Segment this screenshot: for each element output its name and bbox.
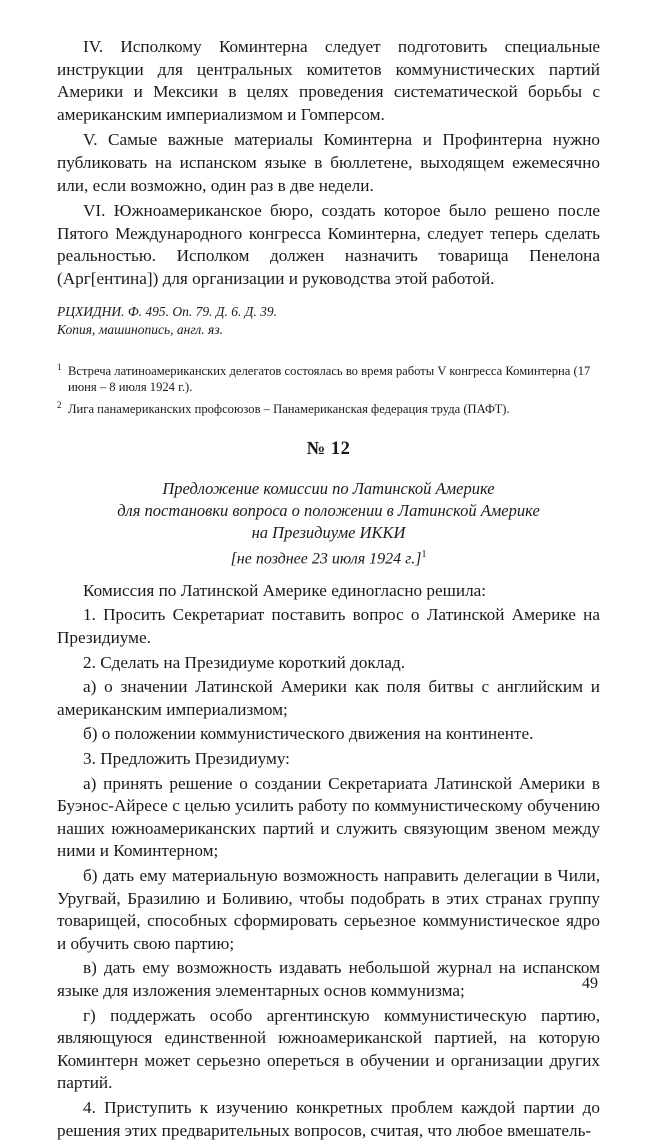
body-paragraph: 1. Просить Секретариат поставить вопрос о Латинской Америке на Президиуме. (57, 605, 600, 648)
document-title-line: на Президиуме ИККИ (251, 522, 406, 542)
footnotes (57, 363, 600, 417)
archive-reference: РЦХИДНИ. Ф. 495. Оп. 79. Д. 6. Д. 39. (57, 303, 277, 319)
body-section (57, 580, 600, 1142)
document-title-line: Предложение комиссии по Латинской Америке (162, 478, 495, 498)
paragraph-v: V. Самые важные материалы Коминтерна и Профинтерна нужно публиковать на испанском языке в бюллетене, выходящем ежемесячно или, если возможно, один раз в две недели. (57, 130, 600, 195)
page-number: 49 (582, 975, 598, 992)
copy-note: Копия, машинопись, англ. яз. (57, 321, 223, 337)
body-paragraph: а) о значении Латинской Америки как поля битвы с английским и американским империализмом; (57, 677, 600, 719)
footnote-2 (57, 401, 600, 417)
top-section (57, 36, 600, 291)
footnote-mark: 2 (57, 399, 62, 410)
document-number: № 12 (306, 438, 351, 459)
body-paragraph: г) поддержать особо аргентинскую коммунистическую партию, являющуюся единственной южноамериканской партией, на которую Коминтерн может серьезно опереться в обучении и организации других партий. (57, 1005, 600, 1093)
document-date-text: [не позднее 23 июля 1924 г.] (230, 549, 422, 567)
body-paragraph: а) принять решение о создании Секретариата Латинской Америки в Буэнос-Айресе с целью усилить работу по коммунистическому обучению наших южноамериканских партий и служить связующим звеном между ними и Коминтерном; (57, 773, 600, 861)
body-paragraph: 3. Предложить Президиуму: (83, 749, 290, 769)
footnote-text: Встреча латиноамериканских делегатов состоялась во время работы V конгресса Коминтерна (17 июня – 8 июля 1924 г.). (68, 363, 591, 394)
body-paragraph: 2. Сделать на Президиуме короткий доклад. (83, 652, 406, 672)
date-footnote-mark: 1 (421, 548, 427, 560)
document-page (57, 36, 600, 1144)
document-date (57, 544, 600, 569)
document-title-line: для постановки вопроса о положении в Латинской Америке (117, 500, 540, 520)
body-paragraph: 4. Приступить к изучению конкретных проблем каждой партии до решения этих предварительных вопросов, считая, что любое вмешатель- (57, 1097, 600, 1140)
document-heading (57, 478, 600, 569)
body-paragraph: б) о положении коммунистического движения на континенте. (83, 724, 534, 744)
footnote-text: Лига панамериканских профсоюзов – Панамериканская федерация труда (ПАФТ). (68, 401, 510, 416)
footnote-mark: 1 (57, 361, 62, 372)
footnote-1 (57, 363, 600, 395)
body-paragraph: Комиссия по Латинской Америке единогласно решила: (83, 580, 487, 600)
paragraph-vi: VI. Южноамериканское бюро, создать которое было решено после Пятого Международного конгресса Коминтерна, следует теперь сделать реальностью. Исполком должен назначить товарища Пенелона (Арг[ентина]) для организации и руководства этой работой. (57, 201, 600, 288)
paragraph-iv: IV. Исполкому Коминтерна следует подготовить специальные инструкции для центральных комитетов коммунистических партий Америки и Мексики в целях проведения систематической борьбы с американским империализмом и Гомперсом. (57, 37, 600, 124)
body-paragraph: б) дать ему материальную возможность направить делегации в Чили, Уругвай, Бразилию и Боливию, чтобы подобрать в этих странах группу товарищей, способных сформировать серьезное коммунистическое ядро и обучить свою партию; (57, 865, 600, 953)
body-paragraph: в) дать ему возможность издавать небольшой журнал на испанском языке для изложения элементарных основ коммунизма; (57, 958, 600, 1000)
